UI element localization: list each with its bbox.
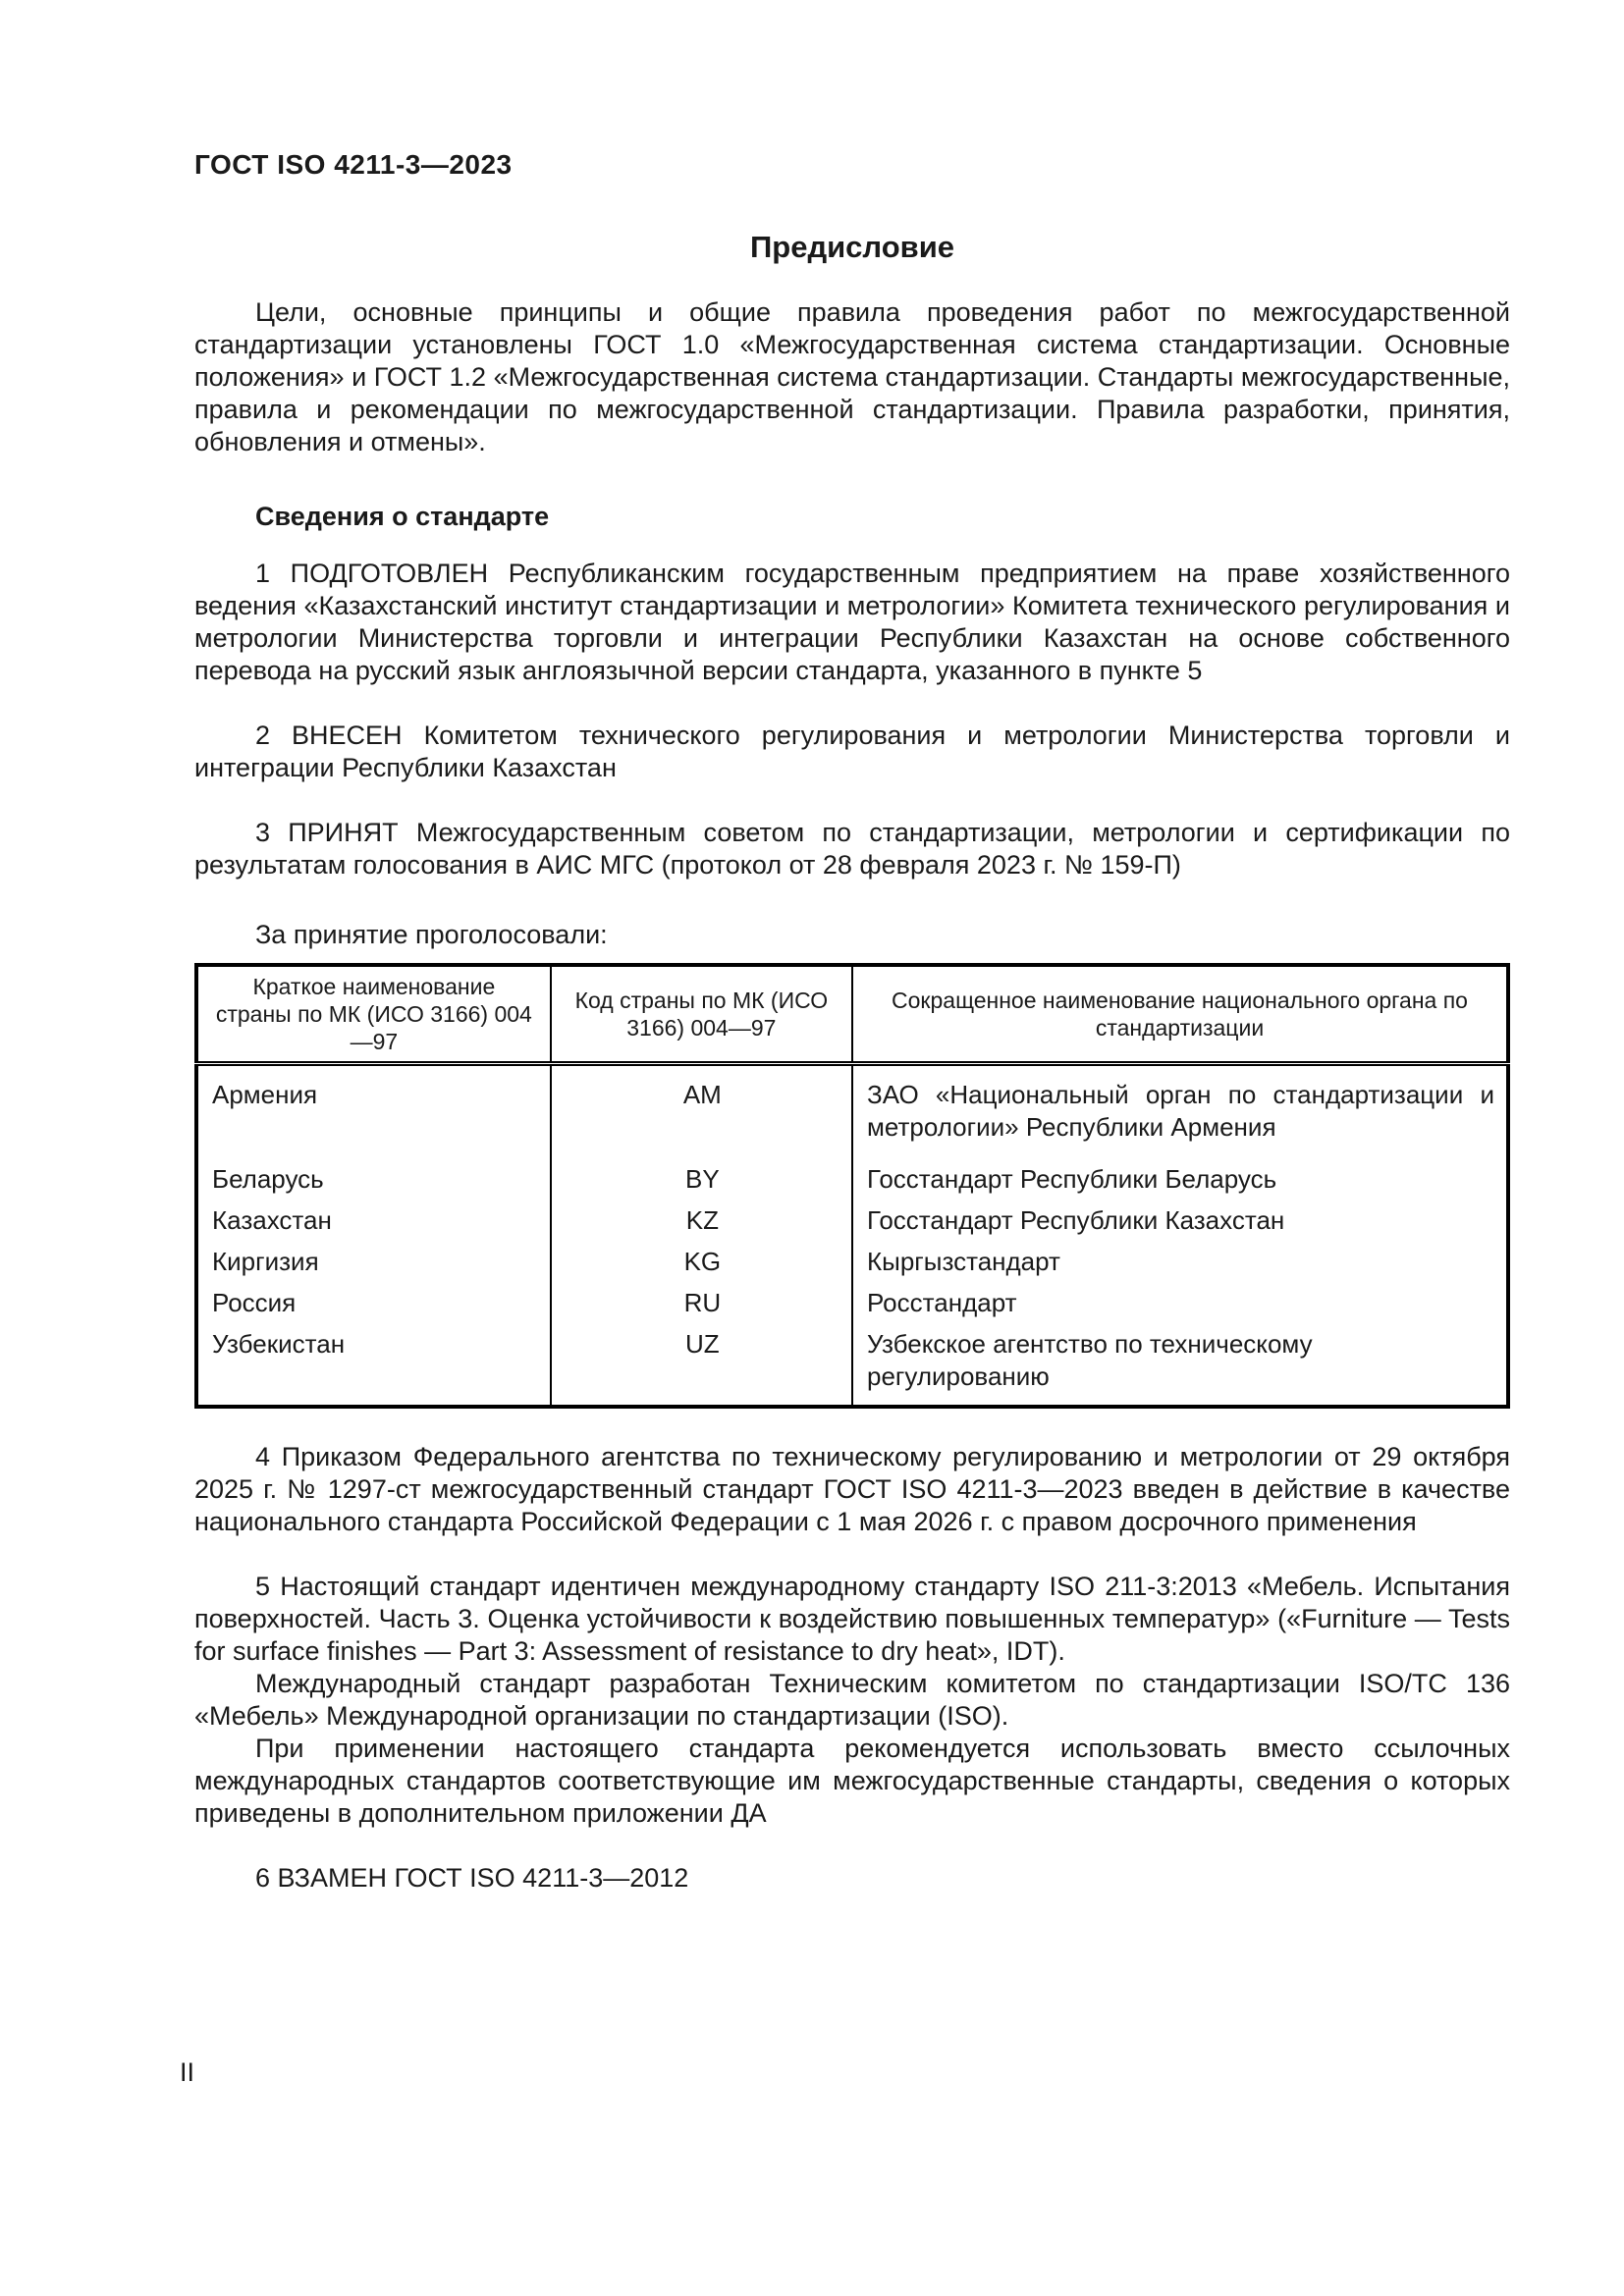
col-header-country: Краткое наименование страны по МК (ИСО 3166) 004—97 [196,965,551,1064]
voting-table [194,963,1510,1409]
clause-5-recommendation: При применении настоящего стандарта рекомендуется использовать вместо ссылочных международных стандартов соответствующие им межгосударственные стандарты, сведения о которых приведены в дополнительном приложении ДА [194,1734,1510,1828]
table-row-kazakhstan [196,1200,1508,1241]
clause-3-adopted: 3 ПРИНЯТ Межгосударственным советом по стандартизации, метрологии и сертификации по результатам голосования в АИС МГС (протокол от 28 февраля 2023 г. № 159-П) [194,818,1510,880]
doc-code: ГОСТ ISO 4211-3—2023 [194,149,513,180]
org-cell: Госстандарт Республики Казахстан [852,1200,1508,1241]
table-row-russia [196,1282,1508,1323]
col-header-org: Сокращенное наименование национального органа по стандартизации [852,965,1508,1064]
clause-1-prepared: 1 ПОДГОТОВЛЕН Республиканским государственным предприятием на праве хозяйственного ведения «Казахстанский институт стандартизации и метрологии» Комитета технического регулирования и метрологии Министерства торговли и интеграции Республики Казахстан на основе собственного перевода на русский язык англоязычной версии стандарта, указанного в пункте 5 [194,559,1510,685]
intro-paragraph: Цели, основные принципы и общие правила проведения работ по межгосударственной стандартизации установлены ГОСТ 1.0 «Межгосударственная система стандартизации. Основные положения» и ГОСТ 1.2 «Межгосударственная система стандартизации. Стандарты межгосударственные, правила и рекомендации по межгосударственной стандартизации. Правила разработки, принятия, обновления и отмены». [194,297,1510,456]
table-row-armenia [196,1064,1508,1159]
country-cell: Россия [196,1282,551,1323]
org-cell: Росстандарт [852,1282,1508,1323]
col-header-code: Код страны по МК (ИСО 3166) 004—97 [551,965,852,1064]
table-row-uzbekistan [196,1323,1508,1407]
clause-2-submitted: 2 ВНЕСЕН Комитетом технического регулирования и метрологии Министерства торговли и интеграции Республики Казахстан [194,721,1510,782]
country-cell: Беларусь [196,1158,551,1200]
org-cell: Кыргызстандарт [852,1241,1508,1282]
page-number: II [180,2057,195,2087]
code-cell: KG [551,1241,852,1282]
page-title: Предисловие [749,230,954,264]
country-cell: Казахстан [196,1200,551,1241]
clause-5-developed-by: Международный стандарт разработан Техническим комитетом по стандартизации ISO/TC 136 «Мебель» Международной организации по стандартизации (ISO). [194,1669,1510,1731]
page-content [194,149,1510,1895]
table-row-belarus [196,1158,1508,1200]
code-cell: UZ [551,1323,852,1407]
org-cell: Госстандарт Республики Беларусь [852,1158,1508,1200]
section-heading: Сведения о стандарте [255,502,550,531]
clause-5-identical: 5 Настоящий стандарт идентичен международному стандарту ISO 211-3:2013 «Мебель. Испытания поверхностей. Часть 3. Оценка устойчивости к воздействию повышенных температур» («Furniture — Tests for surface finishes — Part 3: Assessment of resistance to dry heat», IDT). [194,1572,1510,1666]
code-cell: BY [551,1158,852,1200]
code-cell: AM [551,1064,852,1159]
code-cell: RU [551,1282,852,1323]
country-cell: Армения [196,1064,551,1159]
table-header-row [196,965,1508,1064]
clause-4-order: 4 Приказом Федерального агентства по техническому регулированию и метрологии от 29 октября 2025 г. № 1297-ст межгосударственный стандарт ГОСТ ISO 4211-3—2023 введен в действие в качестве национального стандарта Российской Федерации с 1 мая 2026 г. с правом досрочного применения [194,1442,1510,1536]
country-cell: Киргизия [196,1241,551,1282]
clause-6-replaces: 6 ВЗАМЕН ГОСТ ISO 4211-3—2012 [255,1863,689,1893]
country-cell: Узбекистан [196,1323,551,1407]
org-cell: Узбекское агентство по техническому регулированию [852,1323,1508,1407]
vote-line: За принятие проголосовали: [255,920,608,949]
org-cell: ЗАО «Национальный орган по стандартизации и метрологии» Республики Армения [852,1064,1508,1159]
table-row-kyrgyzstan [196,1241,1508,1282]
code-cell: KZ [551,1200,852,1241]
